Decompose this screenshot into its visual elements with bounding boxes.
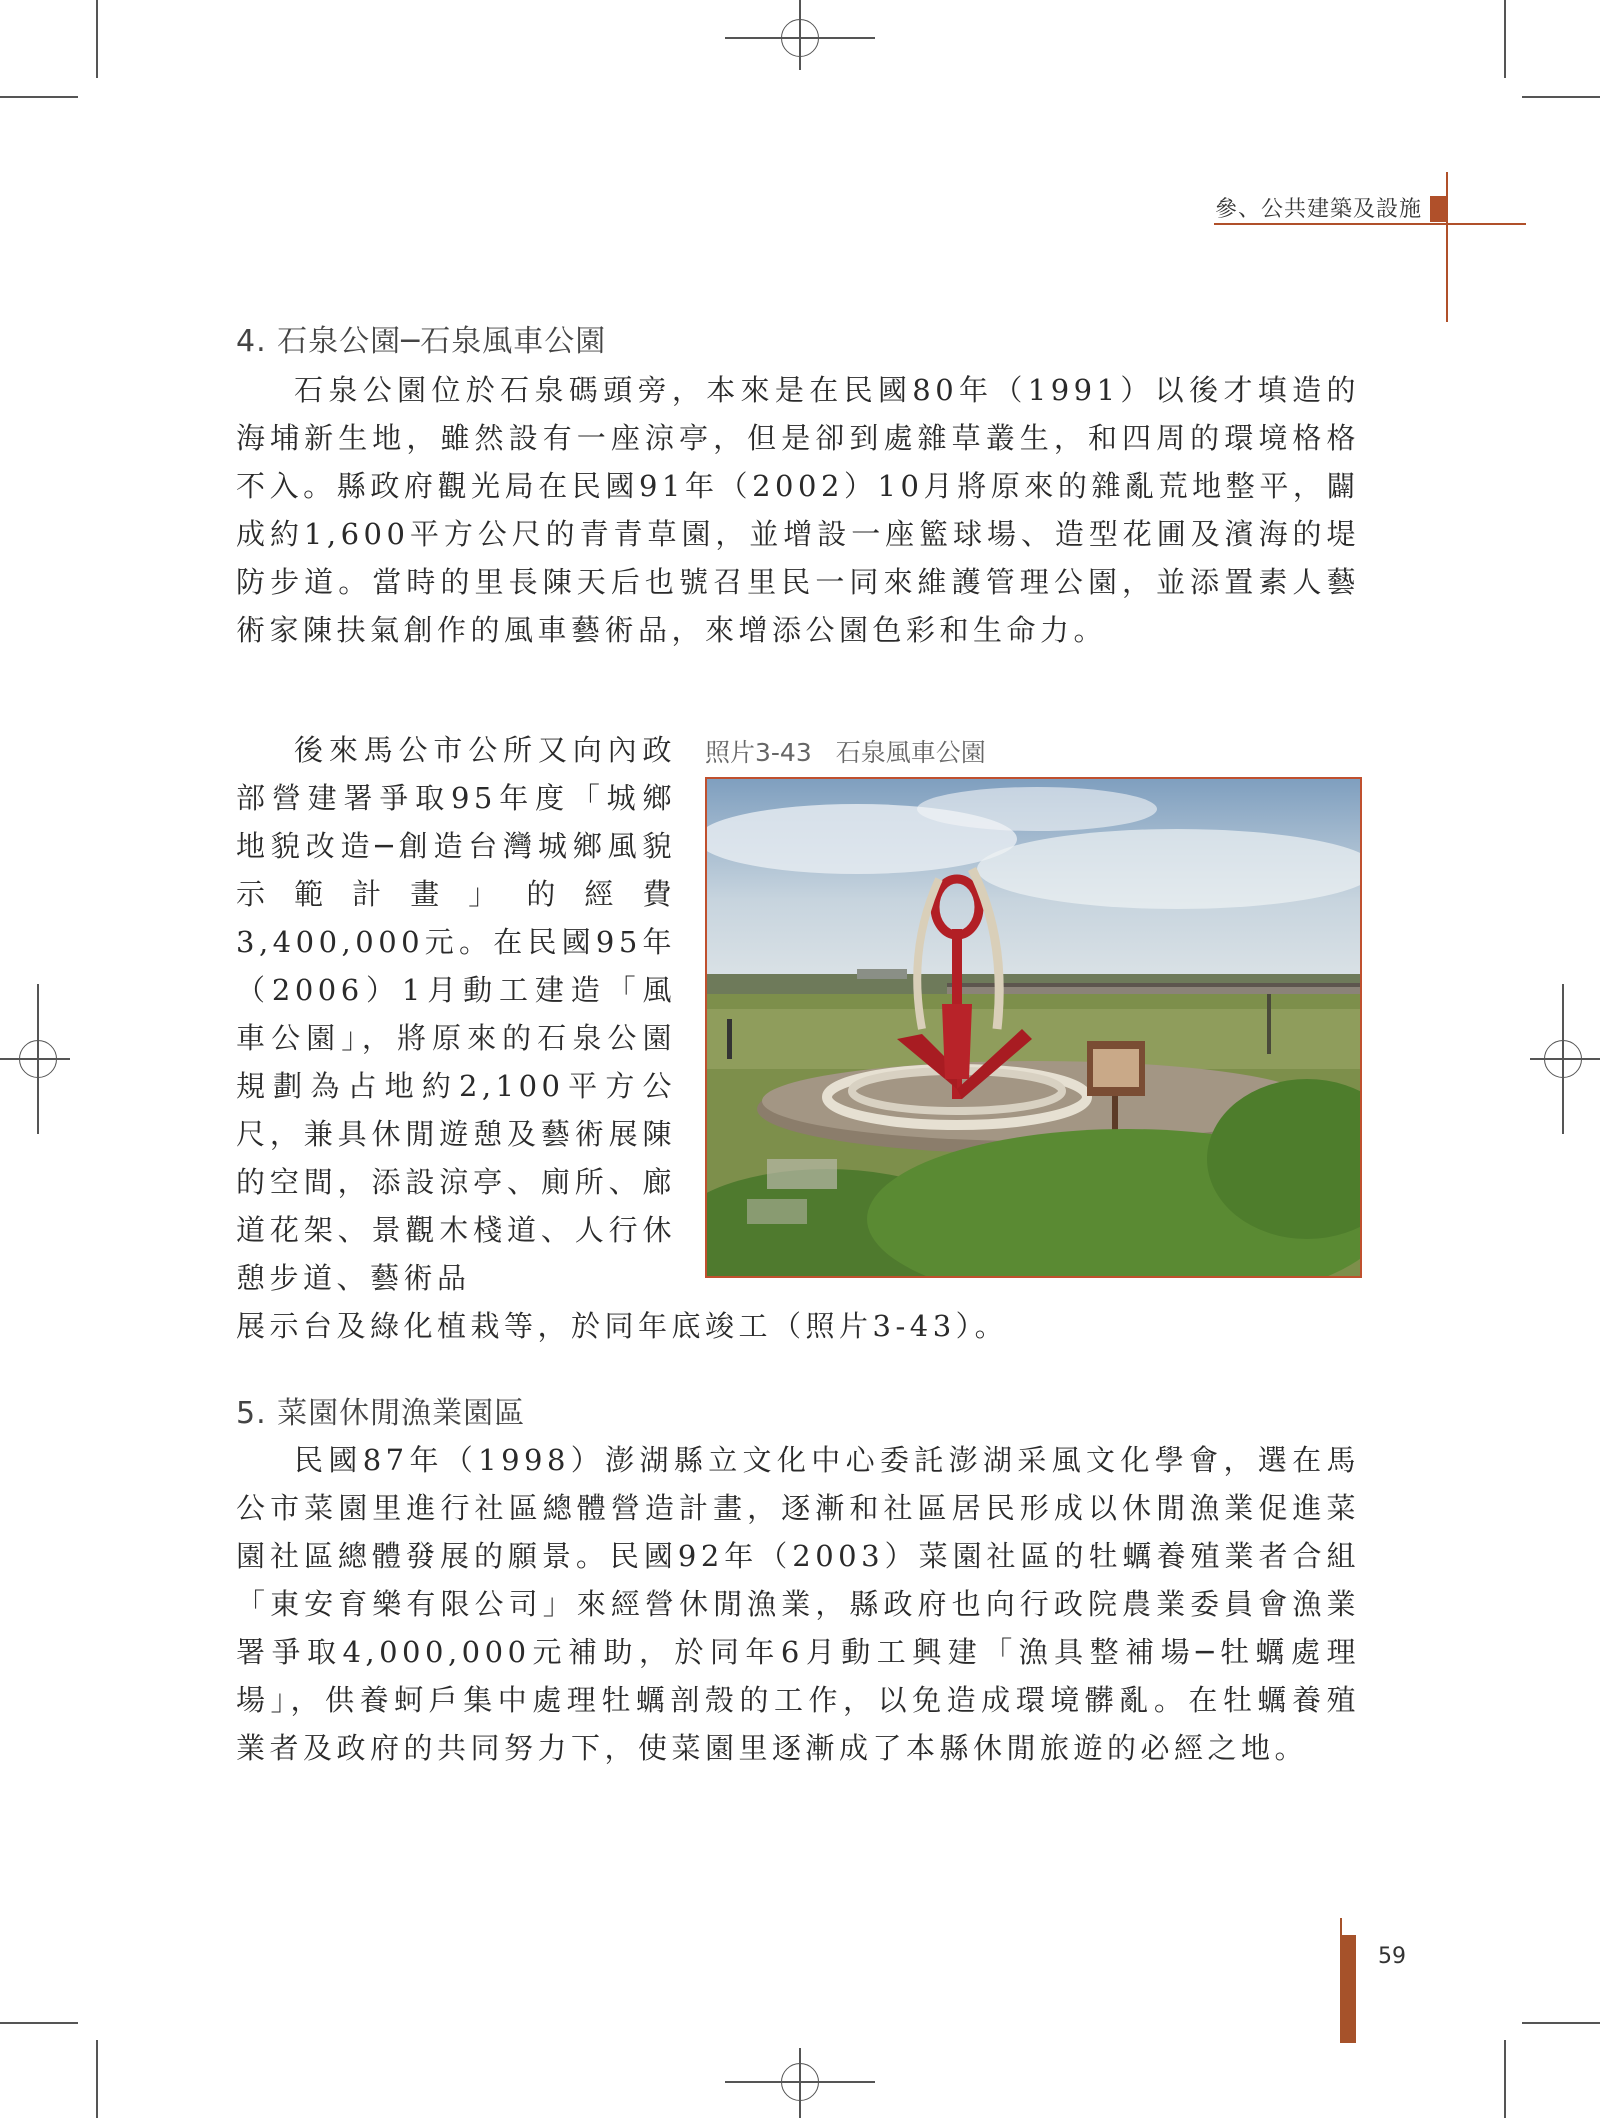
- footer-marker: [1340, 1935, 1356, 2043]
- page-number: 59: [1378, 1944, 1406, 1969]
- photo-caption-title: 石泉風車公園: [835, 738, 986, 767]
- photo-caption-number: 照片3-43: [705, 738, 812, 767]
- park-anchor-photo: [705, 777, 1362, 1278]
- section-4-paragraph-2: 後來馬公市公所又向內政部營建署爭取95年度「城鄉地貌改造─創造台灣城鄉風貌示範計畫」的經費3,400,000元。在民國95年（2006）1月動工建造「風車公園」，將原來的石泉公園規劃為占地約2,100平方公尺，兼具休閒遊憩及藝術展陳的空間，添設涼亭、廁所、廊道花架、景觀木棧道、人行休憩步道、藝術品: [236, 733, 676, 1295]
- section-4-heading: 4. 石泉公園─石泉風車公園: [236, 324, 607, 359]
- section-5-heading: 5. 菜園休閒漁業園區: [236, 1396, 526, 1431]
- photo-caption: [705, 733, 986, 769]
- section-4-paragraph-2-continued: 展示台及綠化植栽等，於同年底竣工（照片3-43）。: [236, 1309, 1009, 1343]
- section-4-paragraph-1: 石泉公園位於石泉碼頭旁，本來是在民國80年（1991）以後才填造的海埔新生地，雖然設有一座涼亭，但是卻到處雜草叢生，和四周的環境格格不入。縣政府觀光局在民國91年（2002）10月將原來的雜亂荒地整平，闢成約1,600平方公尺的青青草園，並增設一座籃球場、造型花圃及濱海的堤防步道。當時的里長陳天后也號召里民一同來維護管理公園，並添置素人藝術家陳扶氣創作的風車藝術品，來增添公園色彩和生命力。: [236, 373, 1360, 647]
- header-rule: [1214, 223, 1526, 225]
- header-vertical-rule: [1446, 172, 1448, 322]
- chapter-title: 參、公共建築及設施: [1214, 197, 1422, 222]
- section-5-paragraph: 民國87年（1998）澎湖縣立文化中心委託澎湖采風文化學會，選在馬公市菜園里進行社區總體營造計畫，逐漸和社區居民形成以休閒漁業促進菜園社區總體發展的願景。民國92年（2003）菜園社區的牡蠣養殖業者合組「東安育樂有限公司」來經營休閒漁業，縣政府也向行政院農業委員會漁業署爭取4,000,000元補助，於同年6月動工興建「漁具整補場─牡蠣處理場」，供養蚵戶集中處理牡蠣剖殼的工作，以免造成環境髒亂。在牡蠣養殖業者及政府的共同努力下，使菜園里逐漸成了本縣休閒旅遊的必經之地。: [236, 1443, 1360, 1765]
